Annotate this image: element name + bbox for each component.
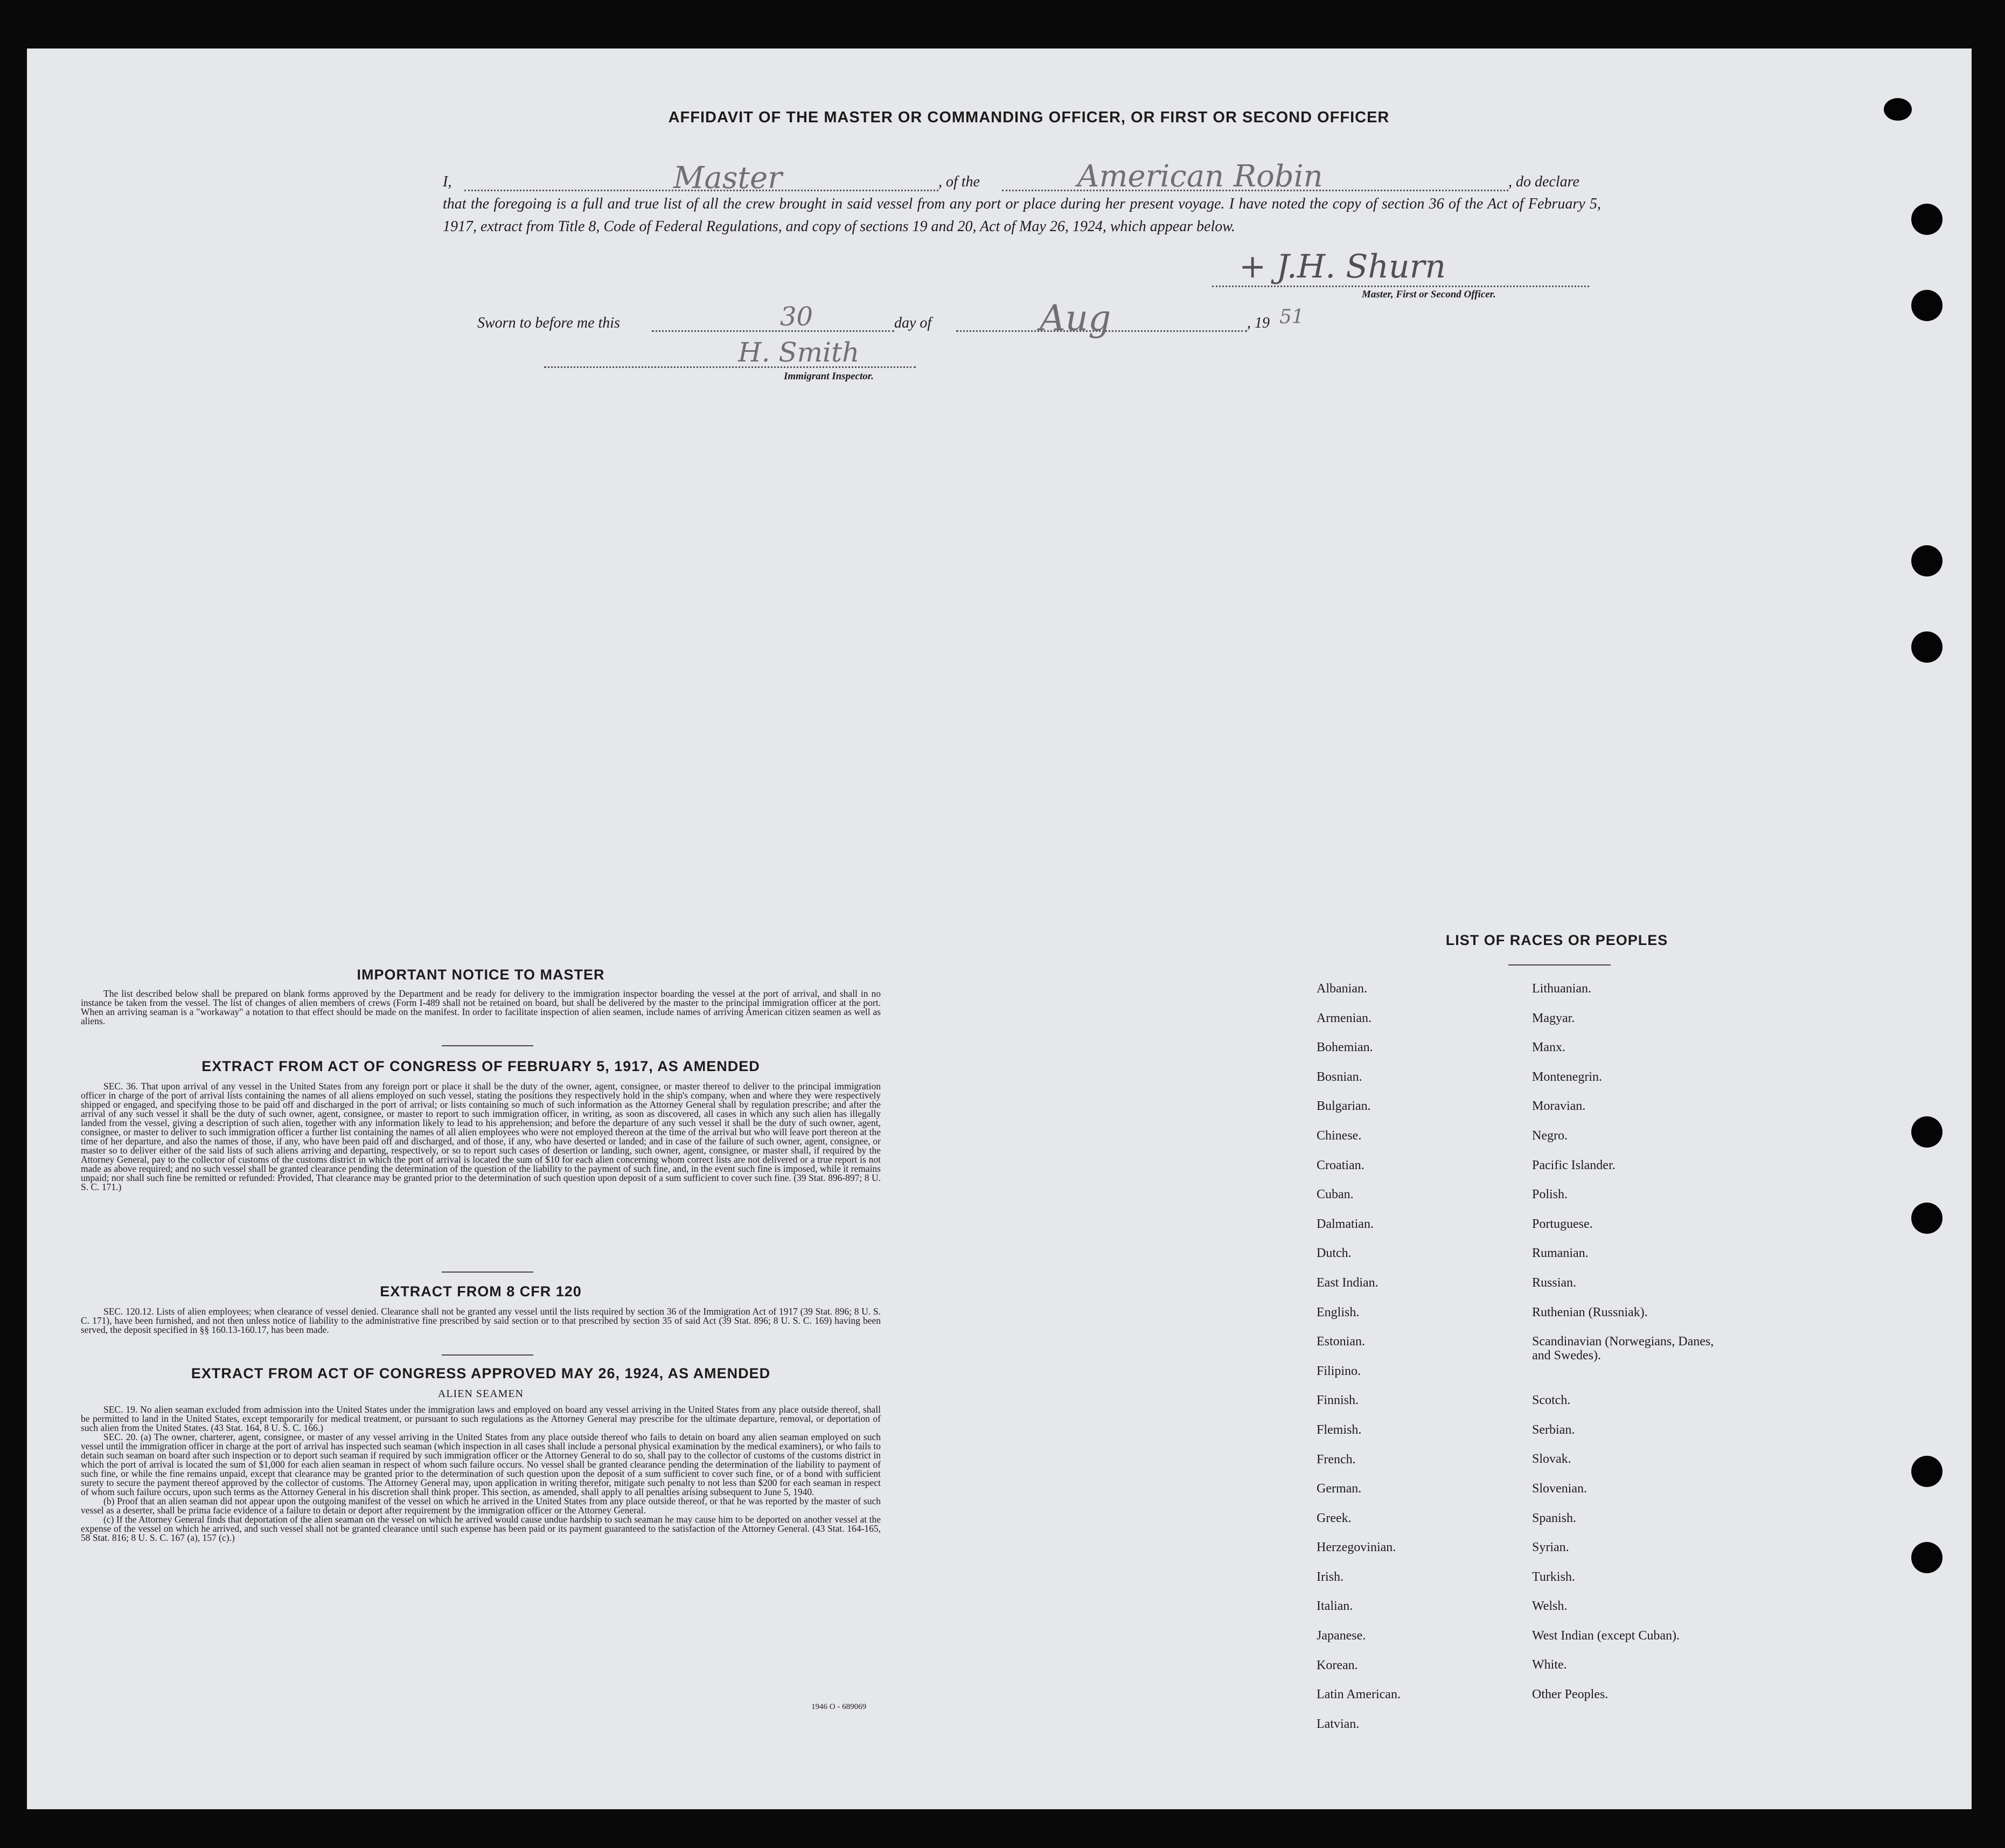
race-item: Spanish. xyxy=(1532,1511,1577,1525)
extract-1917-title: EXTRACT FROM ACT OF CONGRESS OF FEBRUARY 5, 1917, AS AMENDED xyxy=(201,1058,760,1074)
race-item: Scandinavian (Norwegians, Danes, and Swedes). xyxy=(1532,1335,1714,1363)
race-item: White. xyxy=(1532,1658,1567,1672)
race-item: Magyar. xyxy=(1532,1011,1575,1025)
race-item: Greek. xyxy=(1317,1511,1352,1525)
race-item: East Indian. xyxy=(1317,1275,1379,1290)
punch-hole xyxy=(1911,1203,1943,1234)
punch-hole xyxy=(1911,290,1943,321)
sworn-label: Sworn to before me this xyxy=(477,315,620,331)
extract-1924-body xyxy=(81,1405,881,1543)
race-item: Croatian. xyxy=(1317,1158,1364,1172)
race-item: Syrian. xyxy=(1532,1540,1569,1555)
master-signature: + J.H. Shurn xyxy=(1239,248,1446,286)
alien-seamen-subtitle: ALIEN SEAMEN xyxy=(437,1388,524,1400)
extract-cfr-text: SEC. 120.12. Lists of alien employees; when clearance of vessel denied. Clearance shall not be granted any vessel until the lists required by section 36 of the Immigration Act of 1917 (39 Stat. 896; 8 U. S. C. 171), have been furnished, and not then unless notice of liability to the administrative fine prescribed by said section or to that prescribed by section 35 of said Act (39 Stat. 896; 8 U. S. C. 169) having been served, the deposit specified in §§ 160.13-160.17, has been made. xyxy=(81,1306,881,1335)
races-right-column xyxy=(1532,974,1731,1710)
race-item: Rumanian. xyxy=(1532,1246,1589,1261)
race-item: Latin American. xyxy=(1317,1687,1401,1702)
punch-hole xyxy=(1911,1456,1943,1487)
race-item: Irish. xyxy=(1317,1569,1343,1584)
year-handwritten: 51 xyxy=(1279,306,1304,328)
do-declare-label: , do declare xyxy=(1508,173,1579,190)
race-item: Moravian. xyxy=(1532,1099,1586,1114)
extract-cfr-title: EXTRACT FROM 8 CFR 120 xyxy=(380,1283,582,1300)
divider xyxy=(442,1272,533,1273)
signature-label: Master, First or Second Officer. xyxy=(1362,289,1496,300)
race-item: English. xyxy=(1317,1305,1360,1319)
race-item: Albanian. xyxy=(1317,982,1367,996)
affidavit-body: that the foregoing is a full and true list of all the crew brought in said vessel from any port or place during her present voyage. I have noted the copy of section 36 of the Act of February 5, 1917, extract from Title 8, Code of Federal Regulations, and copy of sections 19 and 20, Act of May 26, 1924, which appear below. xyxy=(443,196,1601,235)
race-item: Manx. xyxy=(1532,1040,1565,1055)
race-item: Dutch. xyxy=(1317,1246,1352,1261)
race-item: Other Peoples. xyxy=(1532,1687,1609,1702)
affidavit-i-label: I, xyxy=(443,173,452,190)
punch-hole xyxy=(1884,98,1912,121)
punch-hole xyxy=(1911,545,1943,576)
race-item: Japanese. xyxy=(1317,1629,1366,1643)
race-item: Lithuanian. xyxy=(1532,982,1591,996)
print-code: 1946 O - 689069 xyxy=(811,1703,867,1711)
race-item: Bosnian. xyxy=(1317,1069,1362,1084)
inspector-signature: H. Smith xyxy=(738,337,860,368)
extract-1917-text: SEC. 36. That upon arrival of any vessel in the United States from any foreign port or place it shall be the duty of the owner, agent, consignee, or master thereof to deliver to the principal immigration officer in charge of the port of arrival lists containing the names of all aliens employed on such vessel, stating the positions they respectively hold in the ship's company, when and where they were respectively shipped or engaged, and specifying those to be paid off and discharged in the port of arrival; or lists containing so much of such information as the Attorney General shall by regulation prescribe; and after the arrival of any such vessel it shall be the duty of such owner, agent, consignee, or master to report to such immigration officer, in writing, as soon as discovered, all cases in which any such alien has illegally landed from the vessel, giving a description of such alien, together with any information likely to lead to his apprehension; and before the departure of any such vessel it shall be the duty of such owner, agent, consignee, or master to deliver to such immigration officer a further list containing the names of all alien employees who were not employed thereon at the time of the arrival but who will leave port thereon at the time of her departure, and also the names of those, if any, who have been paid off and discharged, and of those, if any, who have deserted or landed; and in case of the failure of such owner, agent, consignee, or master so to deliver either of the said lists of such aliens arriving and departing, respectively, or so to report such cases of desertion or landing, such owner, agent, consignee, or master shall, if required by the Attorney General, pay to the collector of customs of the customs district in which the port of arrival is located the sum of $10 for each alien concerning whom correct lists are not delivered or a true report is not made as above required; and no such vessel shall be granted clearance pending the determination of the question of the liability to the payment of such fine, and, in the event such fine is imposed, while it remains unpaid; nor shall such fine be remitted or refunded: Provided, That clearance may be granted prior to the determination of such question upon deposit of a sum sufficient to cover such fine. (39 Stat. 896-897; 8 U. S. C. 171.) xyxy=(81,1081,881,1192)
race-item: Korean. xyxy=(1317,1658,1358,1672)
race-item: Scotch. xyxy=(1532,1393,1571,1408)
notice-title: IMPORTANT NOTICE TO MASTER xyxy=(357,967,605,983)
race-item: Bohemian. xyxy=(1317,1040,1373,1055)
inspector-signature-line xyxy=(544,366,916,368)
divider xyxy=(442,1354,533,1356)
punch-hole xyxy=(1911,1116,1943,1148)
race-item: Dalmatian. xyxy=(1317,1217,1374,1231)
extract-1924-title: EXTRACT FROM ACT OF CONGRESS APPROVED MAY 26, 1924, AS AMENDED xyxy=(191,1365,771,1381)
sec20b-text: (b) Proof that an alien seaman did not appear upon the outgoing manifest of the vessel on which he arrived in the United States from any place outside thereof, or that he was reported by the master of such vessel as a deserter, shall be prima facie evidence of a failure to detain or deport after requirement by the immigration officer or the Attorney General. xyxy=(81,1496,881,1516)
race-item: Portuguese. xyxy=(1532,1217,1593,1231)
sec19-text: SEC. 19. No alien seaman excluded from admission into the United States under the immigration laws and employed on board any vessel arriving in the United States from any place outside thereof, shall be permitted to land in the United States, except temporarily for medical treatment, or pursuant to such regulations as the Attorney General may prescribe for the ultimate departure, removal, or deportation of such alien from the United States. (43 Stat. 164, 8 U. S. C. 166.) xyxy=(81,1404,881,1433)
race-item: Cuban. xyxy=(1317,1187,1354,1202)
race-item: Ruthenian (Russniak). xyxy=(1532,1305,1648,1319)
day-field-line xyxy=(652,330,894,332)
race-item: Turkish. xyxy=(1532,1569,1575,1584)
race-item: Slovak. xyxy=(1532,1452,1571,1467)
races-left-column xyxy=(1317,974,1401,1739)
race-item: Montenegrin. xyxy=(1532,1069,1602,1084)
month-handwritten: Aug xyxy=(1040,297,1111,339)
day-handwritten: 30 xyxy=(780,302,813,332)
of-the-label: , of the xyxy=(938,173,980,190)
vessel-handwritten: American Robin xyxy=(1077,159,1323,194)
race-item: Herzegovinian. xyxy=(1317,1540,1396,1555)
divider xyxy=(1508,964,1611,965)
race-item: Bulgarian. xyxy=(1317,1099,1371,1114)
signature-line xyxy=(1212,286,1589,287)
race-item: Estonian. xyxy=(1317,1335,1365,1349)
races-title: LIST OF RACES OR PEOPLES xyxy=(1445,932,1668,948)
document-page xyxy=(27,48,1972,1809)
day-of-label: day of xyxy=(894,315,932,331)
race-item: Italian. xyxy=(1317,1599,1353,1614)
punch-hole xyxy=(1911,1542,1943,1573)
year-prefix: , 19 xyxy=(1247,315,1270,331)
notice-text: The list described below shall be prepared on blank forms approved by the Department and be ready for delivery to the immigration inspector boarding the vessel at the port of arrival, and shall in no instance be taken from the vessel. The list of changes of alien members of crews (Form I-489 shall not be retained on board, but shall be delivered by the master to the principal immigration officer at the port. When an arriving seaman is a "workaway" a notation to that effect should be made on the manifest. In order to facilitate inspection of alien seamen, include names of arriving American citizen seamen as well as aliens. xyxy=(81,988,881,1026)
punch-hole xyxy=(1911,631,1943,663)
race-item: German. xyxy=(1317,1482,1362,1496)
race-item: Russian. xyxy=(1532,1275,1577,1290)
race-item: Polish. xyxy=(1532,1187,1568,1202)
punch-hole xyxy=(1911,204,1943,235)
inspector-label: Immigrant Inspector. xyxy=(784,371,874,382)
race-item: Slovenian. xyxy=(1532,1481,1587,1496)
race-item: Finnish. xyxy=(1317,1393,1359,1408)
race-item: Welsh. xyxy=(1532,1599,1568,1614)
race-item: Flemish. xyxy=(1317,1422,1362,1437)
race-item: Filipino. xyxy=(1317,1364,1361,1378)
sec20a-text: SEC. 20. (a) The owner, charterer, agent, consignee, or master of any vessel arriving in the United States from any place outside thereof who fails to detain on board any alien seaman employed on such vessel until the immigration officer in charge at the port of arrival has inspected such seaman (which inspection in all cases shall include a personal physical examination by the medical examiners), or who fails to detain such seaman on board after such inspection or to deport such seaman if required by such immigration officer or the Attorney General to do so, shall pay to the collector of customs of the customs district in which the port of arrival is located the sum of $1,000 for each alien seaman in respect of whom such failure occurs. No vessel shall be granted clearance pending the determination of the liability to payment of such fine, or while the fine remains unpaid, except that clearance may be granted prior to the determination of such question upon the deposit of a sum sufficient to cover such fine, or of a bond with sufficient surety to secure the payment thereof approved by the collector of customs. The Attorney General may, upon application in writing therefor, mitigate such penalty to not less than $200 for each seaman in respect of whom such failure occurs, upon such terms as the Attorney General in his discretion shall think proper. This section, as amended, shall apply to all penalties arising subsequent to June 5, 1940. xyxy=(81,1432,881,1497)
race-item: Serbian. xyxy=(1532,1422,1575,1437)
race-item: French. xyxy=(1317,1452,1356,1467)
sec20c-text: (c) If the Attorney General finds that deportation of the alien seaman on the vessel on which he arrived would cause undue hardship to such seaman he may cause him to be deported on another vessel at the expense of the vessel on which he arrived, and such vessel shall not be granted clearance until such expense has been paid or its payment guaranteed to the satisfaction of the Attorney General. (43 Stat. 164-165, 58 Stat. 816; 8 U. S. C. 167 (a), 157 (c).) xyxy=(81,1514,881,1543)
race-item: Latvian. xyxy=(1317,1717,1360,1731)
race-item: Negro. xyxy=(1532,1128,1568,1143)
rank-handwritten: Master xyxy=(673,161,782,196)
race-item: Armenian. xyxy=(1317,1011,1372,1025)
divider xyxy=(442,1045,533,1046)
race-item: West Indian (except Cuban). xyxy=(1532,1628,1680,1643)
affidavit-title: AFFIDAVIT OF THE MASTER OR COMMANDING OFFICER, OR FIRST OR SECOND OFFICER xyxy=(668,109,1390,126)
race-item: Pacific Islander. xyxy=(1532,1158,1616,1172)
race-item: Chinese. xyxy=(1317,1128,1362,1143)
